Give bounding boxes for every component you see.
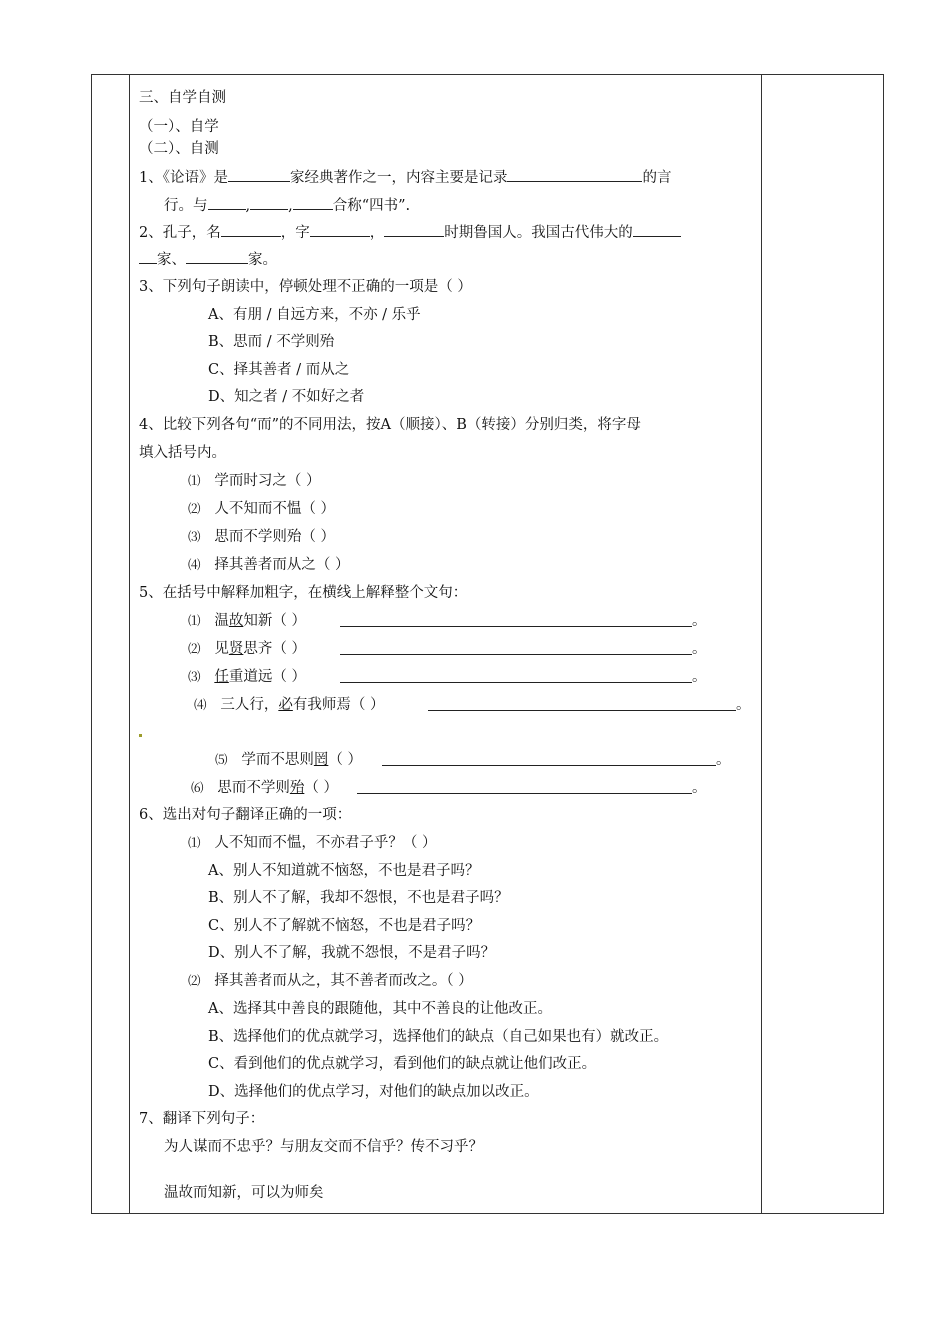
q4-item-1: ⑴ 学而时习之（ ） bbox=[188, 473, 321, 489]
q5-item-4: ⑷ 三人行，必有我师焉（ ） bbox=[194, 697, 385, 713]
q7-sentence-2: 温故而知新，可以为师矣 bbox=[164, 1185, 324, 1201]
q7-stem: 7、翻译下列句子： bbox=[139, 1111, 265, 1127]
subsection-self-study: （一）、自学 bbox=[139, 119, 219, 135]
q6-stem: 6、选出对句子翻译正确的一项： bbox=[139, 807, 352, 823]
q6-part1-option-d: D、别人不了解，我就不怨恨，不是君子吗？ bbox=[208, 945, 496, 961]
subsection-self-test: （二）、自测 bbox=[139, 141, 219, 157]
q6-part2-option-a: A、选择其中善良的跟随他，其中不善良的让他改正。 bbox=[208, 1001, 552, 1017]
q3-option-b: B、思而 / 不学则殆 bbox=[208, 334, 335, 350]
q5-answer-line-5[interactable] bbox=[382, 765, 716, 766]
q5-item-6: ⑹ 思而不学则殆（ ） bbox=[191, 780, 338, 796]
q5-keyword: 故 bbox=[228, 613, 244, 629]
q2-blank-era[interactable] bbox=[384, 223, 444, 237]
q1-line2: 行。与 , , 合称“四书”. bbox=[164, 198, 411, 214]
q5-keyword: 任 bbox=[214, 669, 229, 685]
q4-item-3: ⑶ 思而不学则殆（ ） bbox=[188, 529, 335, 545]
q5-answer-line-4[interactable] bbox=[428, 710, 736, 711]
q2-blank-name[interactable] bbox=[221, 223, 281, 237]
q5-answer-line-2[interactable] bbox=[340, 654, 692, 655]
q5-keyword: 罔 bbox=[313, 752, 329, 768]
q1-blank-book3[interactable] bbox=[293, 196, 333, 210]
q5-item-1-end: 。 bbox=[692, 613, 707, 629]
q5-item-3: ⑶ 任重道远（ ） bbox=[188, 669, 306, 685]
q5-item-5: ⑸ 学而不思则罔（ ） bbox=[215, 752, 362, 768]
q5-keyword: 贤 bbox=[228, 641, 244, 657]
q1-blank-school[interactable] bbox=[228, 168, 290, 182]
q5-item-6-end: 。 bbox=[692, 780, 707, 796]
q5-answer-line-1[interactable] bbox=[340, 626, 692, 627]
q3-option-c: C、择其善者 / 而从之 bbox=[208, 362, 350, 378]
column-divider-right bbox=[761, 75, 762, 1213]
q1-blank-record[interactable] bbox=[507, 168, 642, 182]
q2-blank-style[interactable] bbox=[310, 223, 370, 237]
q2-line1: 2、孔子，名 ，字 ， 时期鲁国人。我国古代伟大的 bbox=[139, 223, 681, 242]
q1-blank-book2[interactable] bbox=[250, 196, 288, 210]
q5-item-4-end: 。 bbox=[736, 697, 751, 713]
q6-part1-option-a: A、别人不知道就不恼怒，不也是君子吗？ bbox=[208, 863, 480, 879]
q4-item-2: ⑵ 人不知而不愠（ ） bbox=[188, 501, 335, 517]
q5-keyword: 必 bbox=[278, 697, 293, 713]
q4-stem-line2: 填入括号内。 bbox=[139, 445, 226, 461]
q6-part2: ⑵ 择其善者而从之，其不善者而改之。（ ） bbox=[188, 973, 473, 989]
q6-part2-option-d: D、选择他们的优点学习，对他们的缺点加以改正。 bbox=[208, 1084, 539, 1100]
q5-item-5-end: 。 bbox=[716, 752, 731, 768]
q6-part1-option-b: B、别人不了解，我却不怨恨，不也是君子吗？ bbox=[208, 890, 509, 906]
q5-keyword: 殆 bbox=[289, 780, 305, 796]
q6-part2-option-c: C、看到他们的优点就学习，看到他们的缺点就让他们改正。 bbox=[208, 1056, 597, 1072]
q1-line1: 1、《论语》是 家经典著作之一，内容主要是记录 的言 bbox=[139, 170, 672, 186]
q5-stem: 5、在括号中解释加粗字，在横线上解释整个文句： bbox=[139, 585, 468, 601]
q4-stem-line1: 4、比较下列各句“而”的不同用法，按A（顺接）、B（转接）分别归类，将字母 bbox=[139, 417, 641, 433]
q4-item-4: ⑷ 择其善者而从之（ ） bbox=[188, 557, 350, 573]
q2-line2: 家、 家。 bbox=[139, 250, 277, 269]
q6-part1-option-c: C、别人不了解就不恼怒，不也是君子吗？ bbox=[208, 918, 481, 934]
q5-answer-line-3[interactable] bbox=[340, 682, 692, 683]
q5-item-2-end: 。 bbox=[692, 641, 707, 657]
q2-blank-role1a[interactable] bbox=[633, 223, 681, 237]
q6-part2-option-b: B、选择他们的优点就学习，选择他们的缺点（自己如果也有）就改正。 bbox=[208, 1029, 669, 1045]
q3-stem: 3、下列句子朗读中，停顿处理不正确的一项是（ ） bbox=[139, 279, 472, 295]
q5-item-3-end: 。 bbox=[692, 669, 707, 685]
q2-blank-role1b[interactable] bbox=[139, 250, 157, 264]
q1-blank-book1[interactable] bbox=[208, 196, 246, 210]
q3-option-d: D、知之者 / 不如好之者 bbox=[208, 389, 365, 405]
q5-item-2: ⑵ 见贤思齐（ ） bbox=[188, 641, 306, 657]
q5-answer-line-6[interactable] bbox=[357, 793, 692, 794]
column-divider-left bbox=[129, 75, 130, 1213]
q5-item-1: ⑴ 温故知新（ ） bbox=[188, 613, 306, 629]
stray-mark bbox=[139, 734, 142, 737]
section-title: 三、自学自测 bbox=[139, 90, 226, 106]
q2-blank-role2[interactable] bbox=[186, 250, 248, 264]
q7-sentence-1: 为人谋而不忠乎？与朋友交而不信乎？传不习乎？ bbox=[164, 1139, 483, 1155]
q3-option-a: A、有朋 / 自远方来，不亦 / 乐乎 bbox=[208, 307, 421, 323]
q6-part1: ⑴ 人不知而不愠，不亦君子乎？（ ） bbox=[188, 835, 437, 851]
